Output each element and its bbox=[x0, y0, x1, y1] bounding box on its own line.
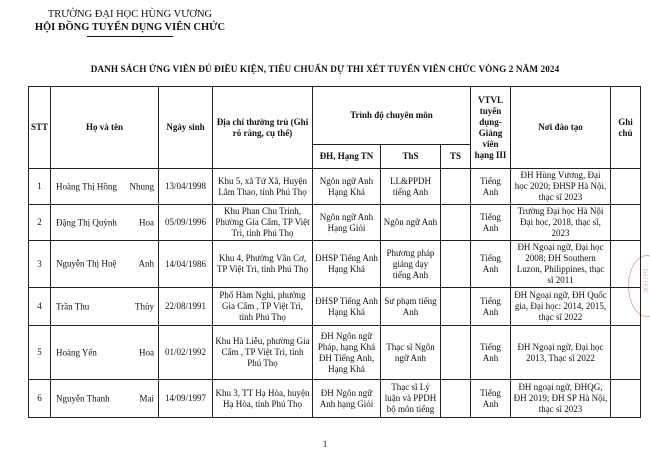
row-given-name: Anh bbox=[138, 258, 154, 269]
row-bachelor: ĐHSP Tiếng Anh Hạng Khá bbox=[313, 241, 381, 288]
row-training-place: ĐH Ngoại ngữ, Đại học 2008; ĐH Southern Luzon, Philippines, thạc sĩ 2011 bbox=[511, 241, 611, 288]
page-number: 1 bbox=[322, 439, 328, 449]
header-training-place: Nơi đào tạo bbox=[511, 87, 611, 169]
table-row bbox=[29, 326, 641, 380]
row-stt: 6 bbox=[29, 380, 51, 418]
header-bachelor: ĐH, Hạng TN bbox=[313, 145, 381, 169]
row-doctor bbox=[441, 205, 471, 241]
row-address: Khu Phan Chu Trinh, Phường Gia Cẩm, TP Việt Trì, tỉnh Phú Thọ bbox=[213, 205, 313, 241]
row-given-name: Mai bbox=[139, 393, 154, 403]
row-vtvl: Tiếng Anh bbox=[471, 241, 511, 288]
row-note bbox=[611, 205, 641, 241]
row-bachelor: ĐHSP Tiếng Anh Hạng Khá bbox=[313, 288, 381, 326]
row-master: Sư phạm tiếng Anh bbox=[381, 288, 441, 326]
row-master: Thạc sĩ Ngôn ngữ Anh bbox=[381, 326, 441, 380]
row-stt: 1 bbox=[29, 169, 51, 205]
document-header bbox=[0, 8, 260, 37]
table-row bbox=[29, 380, 641, 418]
candidate-table bbox=[28, 86, 641, 418]
header-qualification: Trình độ chuyên môn bbox=[313, 87, 471, 145]
row-family-name: Hoàng Yến bbox=[56, 347, 97, 357]
row-note bbox=[611, 288, 641, 326]
row-vtvl: Tiếng Anh bbox=[471, 205, 511, 241]
header-name: Họ và tên bbox=[51, 87, 159, 169]
row-dob: 05/09/1996 bbox=[159, 205, 213, 241]
header-doctor: TS bbox=[441, 145, 471, 169]
row-name bbox=[51, 380, 159, 418]
row-address: Khu Hà Liễu, phường Gia Cẩm , TP Việt Trì, tỉnh Phú Thọ bbox=[213, 326, 313, 380]
row-training-place: ĐH Ngoại ngữ, ĐH Quốc gia, Đại học: 2014, 2015, thạc sĩ 2022 bbox=[511, 288, 611, 326]
row-training-place: ĐH Hùng Vương, Đại học 2020; ĐHSP Hà Nội, thạc sĩ 2023 bbox=[511, 169, 611, 205]
row-dob: 14/09/1997 bbox=[159, 380, 213, 418]
row-family-name: Đặng Thị Quỳnh bbox=[56, 217, 117, 227]
row-note bbox=[611, 241, 641, 288]
table-body bbox=[29, 169, 641, 418]
row-stt: 3 bbox=[29, 241, 51, 288]
row-doctor bbox=[441, 380, 471, 418]
document-title: DANH SÁCH ỨNG VIÊN ĐỦ ĐIỀU KIỆN, TIÊU CHUẨN DỰ THI XÉT TUYỂN VIÊN CHỨC VÒNG 2 NĂM 2024 bbox=[90, 64, 560, 74]
header-dob: Ngày sinh bbox=[159, 87, 213, 169]
row-bachelor: ĐH Ngôn ngữ Anh hạng Giỏi bbox=[313, 380, 381, 418]
row-dob: 22/08/1991 bbox=[159, 288, 213, 326]
row-name bbox=[51, 241, 159, 288]
row-given-name: Thủy bbox=[135, 301, 154, 311]
row-doctor bbox=[441, 241, 471, 288]
row-vtvl: Tiếng Anh bbox=[471, 169, 511, 205]
row-master: Phương pháp giảng dạy tiếng Anh bbox=[381, 241, 441, 288]
row-bachelor: ĐH Ngôn ngữ Pháp, hạng Khá ĐH Tiếng Anh, Hạng Khá bbox=[313, 326, 381, 380]
row-name bbox=[51, 288, 159, 326]
row-given-name: Hoa bbox=[139, 217, 154, 227]
row-family-name: Hoàng Thị Hồng bbox=[56, 181, 117, 191]
row-family-name: Nguyễn Thị Huệ bbox=[56, 258, 117, 269]
row-vtvl: Tiếng Anh bbox=[471, 326, 511, 380]
row-training-place: ĐH Ngoại ngữ, Đại học 2013, Thạc sĩ 2022 bbox=[511, 326, 611, 380]
seal-stamp-icon: ĐẠI HỌC bbox=[628, 255, 650, 317]
row-given-name: Hoa bbox=[139, 347, 154, 357]
row-stt: 5 bbox=[29, 326, 51, 380]
row-note bbox=[611, 326, 641, 380]
row-name bbox=[51, 169, 159, 205]
row-dob: 13/04/1998 bbox=[159, 169, 213, 205]
header-vtvl: VTVL tuyển dụng- Giảng viên hạng III bbox=[471, 87, 511, 169]
header-master: ThS bbox=[381, 145, 441, 169]
row-name bbox=[51, 205, 159, 241]
row-dob: 14/04/1986 bbox=[159, 241, 213, 288]
table-row bbox=[29, 288, 641, 326]
council-name: HỘI ĐỒNG TUYỂN DỤNG VIÊN CHỨC bbox=[34, 22, 226, 33]
row-address: Khu 3, TT Hạ Hòa, huyện Hạ Hòa, tỉnh Phú Thọ bbox=[213, 380, 313, 418]
row-stt: 2 bbox=[29, 205, 51, 241]
row-bachelor: Ngôn ngữ Anh Hạng Giỏi bbox=[313, 205, 381, 241]
row-training-place: Trường Đại học Hà Nội Đại học, 2018, thạc sĩ, 2023 bbox=[511, 205, 611, 241]
table-row bbox=[29, 169, 641, 205]
row-name bbox=[51, 326, 159, 380]
row-master: Thạc sĩ Lý luận và PPDH bộ môn tiếng bbox=[381, 380, 441, 418]
row-master: LL&PPDH tiếng Anh bbox=[381, 169, 441, 205]
row-master: Ngôn ngữ Anh bbox=[381, 205, 441, 241]
row-training-place: ĐH ngoại ngữ, ĐHQG, ĐH 2019; ĐH SP Hà Nội, thạc sĩ 2023 bbox=[511, 380, 611, 418]
row-family-name: Nguyễn Thanh bbox=[56, 393, 110, 403]
row-note bbox=[611, 380, 641, 418]
row-vtvl: Tiếng Anh bbox=[471, 288, 511, 326]
row-doctor bbox=[441, 288, 471, 326]
row-family-name: Trần Thu bbox=[56, 301, 90, 311]
row-doctor bbox=[441, 169, 471, 205]
row-address: Khu 4, Phường Vân Cơ, TP Việt Trì, tỉnh Phú Thọ bbox=[213, 241, 313, 288]
row-note bbox=[611, 169, 641, 205]
header-note: Ghi chú bbox=[611, 87, 641, 169]
table-row bbox=[29, 241, 641, 288]
row-dob: 01/02/1992 bbox=[159, 326, 213, 380]
university-name: TRƯỜNG ĐẠI HỌC HÙNG VƯƠNG bbox=[47, 9, 213, 20]
header-underline bbox=[87, 36, 173, 37]
row-given-name: Nhung bbox=[129, 181, 154, 191]
header-address: Địa chỉ thường trú (Ghi rõ ràng, cụ thể) bbox=[213, 87, 313, 169]
row-address: Khu 5, xã Tứ Xã, Huyện Lâm Thao, tỉnh Phú Thọ bbox=[213, 169, 313, 205]
row-bachelor: Ngôn ngữ Anh Hạng Khá bbox=[313, 169, 381, 205]
row-address: Phố Hàm Nghi, phường Gia Cẩm , TP Việt Trì, tỉnh Phú Thọ bbox=[213, 288, 313, 326]
row-vtvl: Tiếng Anh bbox=[471, 380, 511, 418]
row-stt: 4 bbox=[29, 288, 51, 326]
table-row bbox=[29, 205, 641, 241]
row-doctor bbox=[441, 326, 471, 380]
header-stt: STT bbox=[29, 87, 51, 169]
